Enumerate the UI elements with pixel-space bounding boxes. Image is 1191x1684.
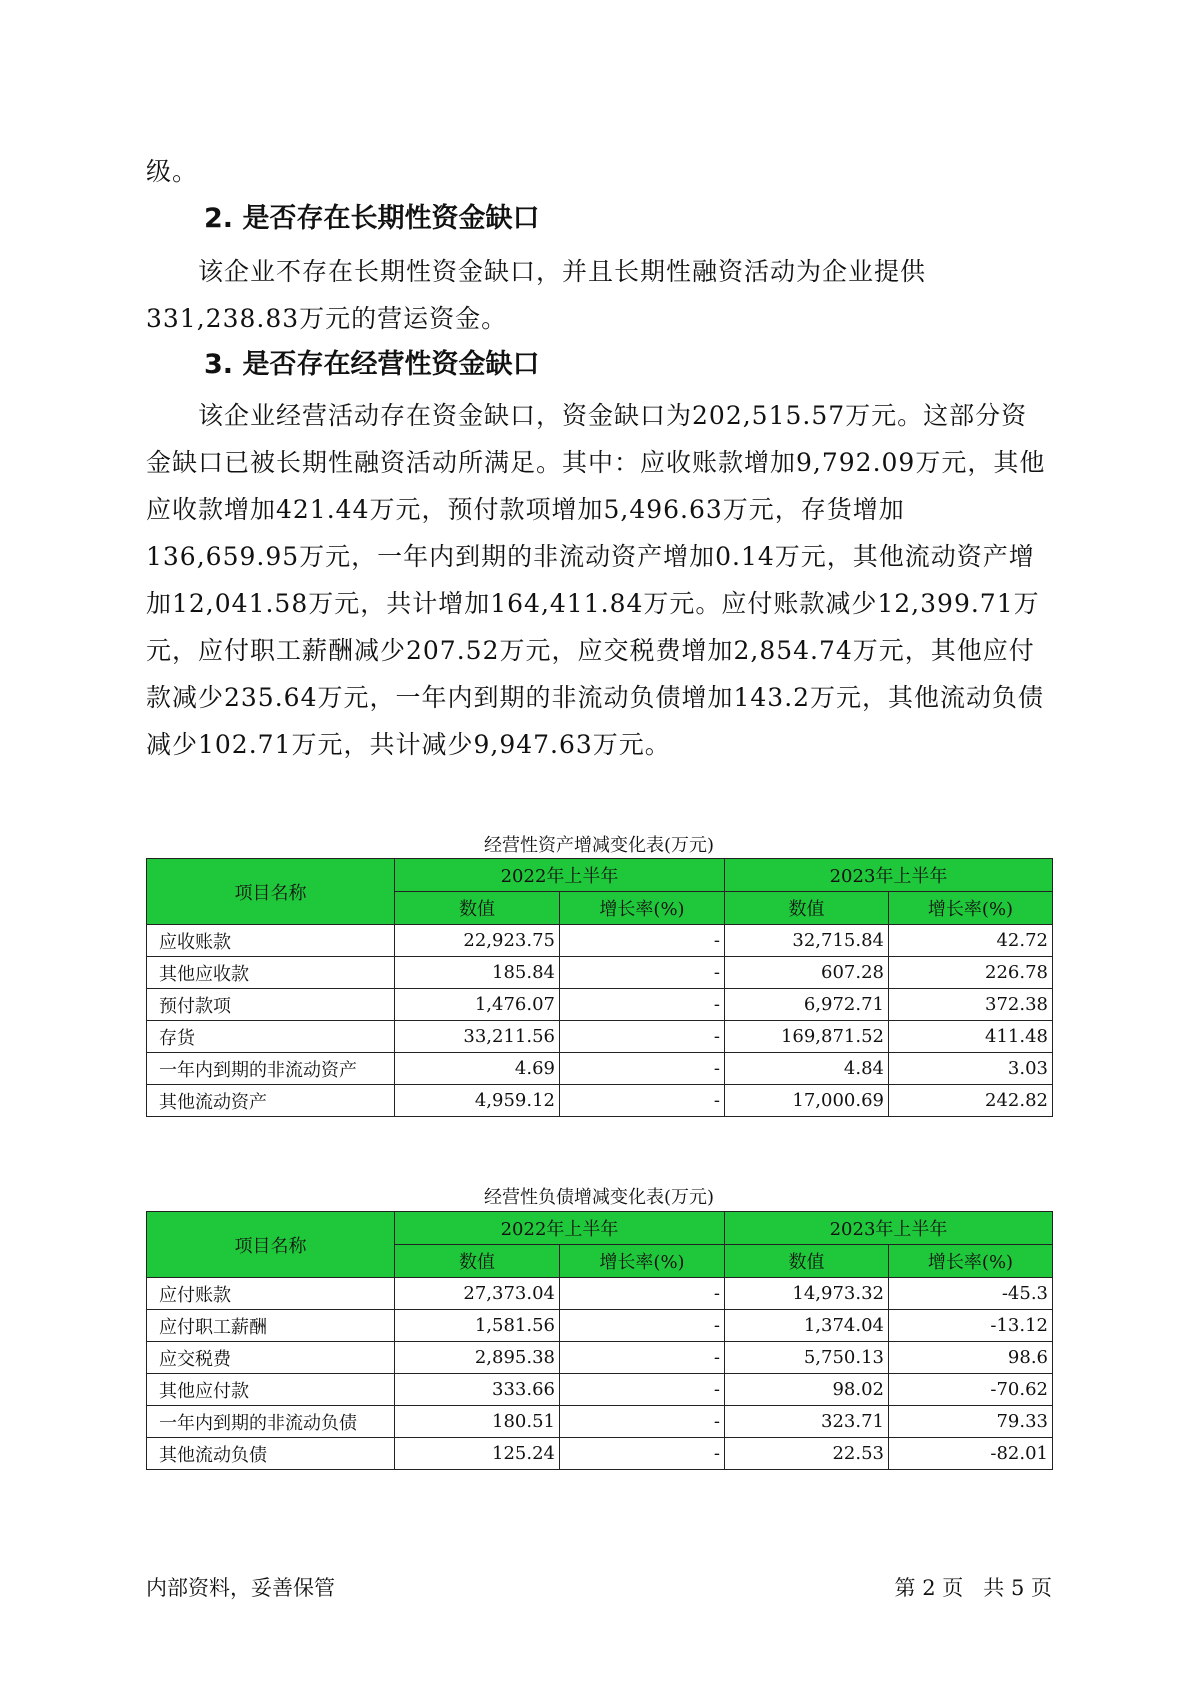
header-growth-2023: 增长率(%) xyxy=(889,1245,1053,1278)
row-name: 其他应收款 xyxy=(147,957,395,989)
value-2022: 180.51 xyxy=(395,1406,560,1438)
growth-2022: - xyxy=(560,1374,725,1406)
header-year-2023: 2023年上半年 xyxy=(725,1212,1053,1245)
section-heading-2: 2. 是否存在长期性资金缺口 xyxy=(204,203,540,234)
paragraph-operating-gap: 该企业经营活动存在资金缺口，资金缺口为202,515.57万元。这部分资金缺口已被长期性融资活动所满足。其中：应收账款增加9,792.09万元，其他应收款增加421.44万元，预付款项增加5,496.63万元，存货增加136,659.95万元，一年内到期的非流动资产增加0.14万元，其他流动资产增加12,041.58万元，共计增加164,411.84万元。应付账款减少12,399.71万元，应付职工薪酬减少207.52万元，应交税费增加2,854.74万元，其他应付款减少235.64万元，一年内到期的非流动负债增加143.2万元，其他流动负债减少102.71万元，共计减少9,947.63万元。 xyxy=(146,401,1046,759)
value-2023: 5,750.13 xyxy=(725,1342,889,1374)
value-2022: 33,211.56 xyxy=(395,1021,560,1053)
row-name: 预付款项 xyxy=(147,989,395,1021)
growth-2022: - xyxy=(560,1053,725,1085)
value-2022: 4,959.12 xyxy=(395,1085,560,1117)
growth-2023: -70.62 xyxy=(889,1374,1053,1406)
value-2022: 333.66 xyxy=(395,1374,560,1406)
value-2023: 32,715.84 xyxy=(725,925,889,957)
growth-2022: - xyxy=(560,989,725,1021)
header-value-2023: 数值 xyxy=(725,892,889,925)
row-name: 应交税费 xyxy=(147,1342,395,1374)
value-2023: 1,374.04 xyxy=(725,1310,889,1342)
row-name: 其他应付款 xyxy=(147,1374,395,1406)
table-row xyxy=(147,957,1053,989)
growth-2023: -45.3 xyxy=(889,1278,1053,1310)
table-caption-assets: 经营性资产增减变化表(万元) xyxy=(483,835,715,856)
row-name: 存货 xyxy=(147,1021,395,1053)
growth-2022: - xyxy=(560,1406,725,1438)
growth-2022: - xyxy=(560,1342,725,1374)
value-2023: 169,871.52 xyxy=(725,1021,889,1053)
table-row xyxy=(147,1374,1053,1406)
paragraph-continuation: 级。 xyxy=(146,157,199,186)
table-row xyxy=(147,989,1053,1021)
value-2023: 14,973.32 xyxy=(725,1278,889,1310)
section-heading-3: 3. 是否存在经营性资金缺口 xyxy=(204,349,540,380)
growth-2023: 3.03 xyxy=(889,1053,1053,1085)
growth-2022: - xyxy=(560,1438,725,1470)
row-name: 应收账款 xyxy=(147,925,395,957)
value-2022: 1,581.56 xyxy=(395,1310,560,1342)
table-row xyxy=(147,1406,1053,1438)
header-value-2022: 数值 xyxy=(395,1245,560,1278)
value-2022: 185.84 xyxy=(395,957,560,989)
header-growth-2023: 增长率(%) xyxy=(889,892,1053,925)
row-name: 一年内到期的非流动负债 xyxy=(147,1406,395,1438)
growth-2022: - xyxy=(560,1021,725,1053)
growth-2023: 42.72 xyxy=(889,925,1053,957)
growth-2022: - xyxy=(560,925,725,957)
value-2023: 6,972.71 xyxy=(725,989,889,1021)
value-2023: 17,000.69 xyxy=(725,1085,889,1117)
header-year-2022: 2022年上半年 xyxy=(395,1212,725,1245)
growth-2023: 372.38 xyxy=(889,989,1053,1021)
growth-2022: - xyxy=(560,1310,725,1342)
table-caption-liabilities: 经营性负债增减变化表(万元) xyxy=(483,1187,715,1208)
paragraph-long-term-gap: 该企业不存在长期性资金缺口，并且长期性融资活动为企业提供331,238.83万元的营运资金。 xyxy=(146,257,927,333)
growth-2022: - xyxy=(560,957,725,989)
table-row xyxy=(147,1278,1053,1310)
row-name: 应付职工薪酬 xyxy=(147,1310,395,1342)
growth-2023: 79.33 xyxy=(889,1406,1053,1438)
value-2022: 125.24 xyxy=(395,1438,560,1470)
growth-2023: -82.01 xyxy=(889,1438,1053,1470)
value-2022: 1,476.07 xyxy=(395,989,560,1021)
growth-2022: - xyxy=(560,1278,725,1310)
growth-2023: 226.78 xyxy=(889,957,1053,989)
value-2023: 98.02 xyxy=(725,1374,889,1406)
value-2022: 22,923.75 xyxy=(395,925,560,957)
value-2023: 607.28 xyxy=(725,957,889,989)
growth-2023: 411.48 xyxy=(889,1021,1053,1053)
header-year-2023: 2023年上半年 xyxy=(725,859,1053,892)
assets-table xyxy=(146,858,1053,1117)
growth-2023: 242.82 xyxy=(889,1085,1053,1117)
value-2022: 4.69 xyxy=(395,1053,560,1085)
value-2022: 2,895.38 xyxy=(395,1342,560,1374)
table-row xyxy=(147,1310,1053,1342)
table-row xyxy=(147,1085,1053,1117)
growth-2023: 98.6 xyxy=(889,1342,1053,1374)
table-row xyxy=(147,1438,1053,1470)
value-2023: 4.84 xyxy=(725,1053,889,1085)
header-item-name: 项目名称 xyxy=(147,1212,395,1278)
header-growth-2022: 增长率(%) xyxy=(560,1245,725,1278)
header-growth-2022: 增长率(%) xyxy=(560,892,725,925)
header-year-2022: 2022年上半年 xyxy=(395,859,725,892)
value-2023: 323.71 xyxy=(725,1406,889,1438)
table-row xyxy=(147,1053,1053,1085)
liabilities-table xyxy=(146,1211,1053,1470)
row-name: 其他流动负债 xyxy=(147,1438,395,1470)
table-row xyxy=(147,1342,1053,1374)
footer-page-number: 第 2 页 共 5 页 xyxy=(894,1576,1052,1600)
row-name: 其他流动资产 xyxy=(147,1085,395,1117)
header-value-2022: 数值 xyxy=(395,892,560,925)
footer-confidential-note: 内部资料，妥善保管 xyxy=(146,1576,335,1600)
header-item-name: 项目名称 xyxy=(147,859,395,925)
growth-2022: - xyxy=(560,1085,725,1117)
row-name: 一年内到期的非流动资产 xyxy=(147,1053,395,1085)
table-row xyxy=(147,925,1053,957)
table-row xyxy=(147,1021,1053,1053)
value-2022: 27,373.04 xyxy=(395,1278,560,1310)
growth-2023: -13.12 xyxy=(889,1310,1053,1342)
value-2023: 22.53 xyxy=(725,1438,889,1470)
header-value-2023: 数值 xyxy=(725,1245,889,1278)
row-name: 应付账款 xyxy=(147,1278,395,1310)
